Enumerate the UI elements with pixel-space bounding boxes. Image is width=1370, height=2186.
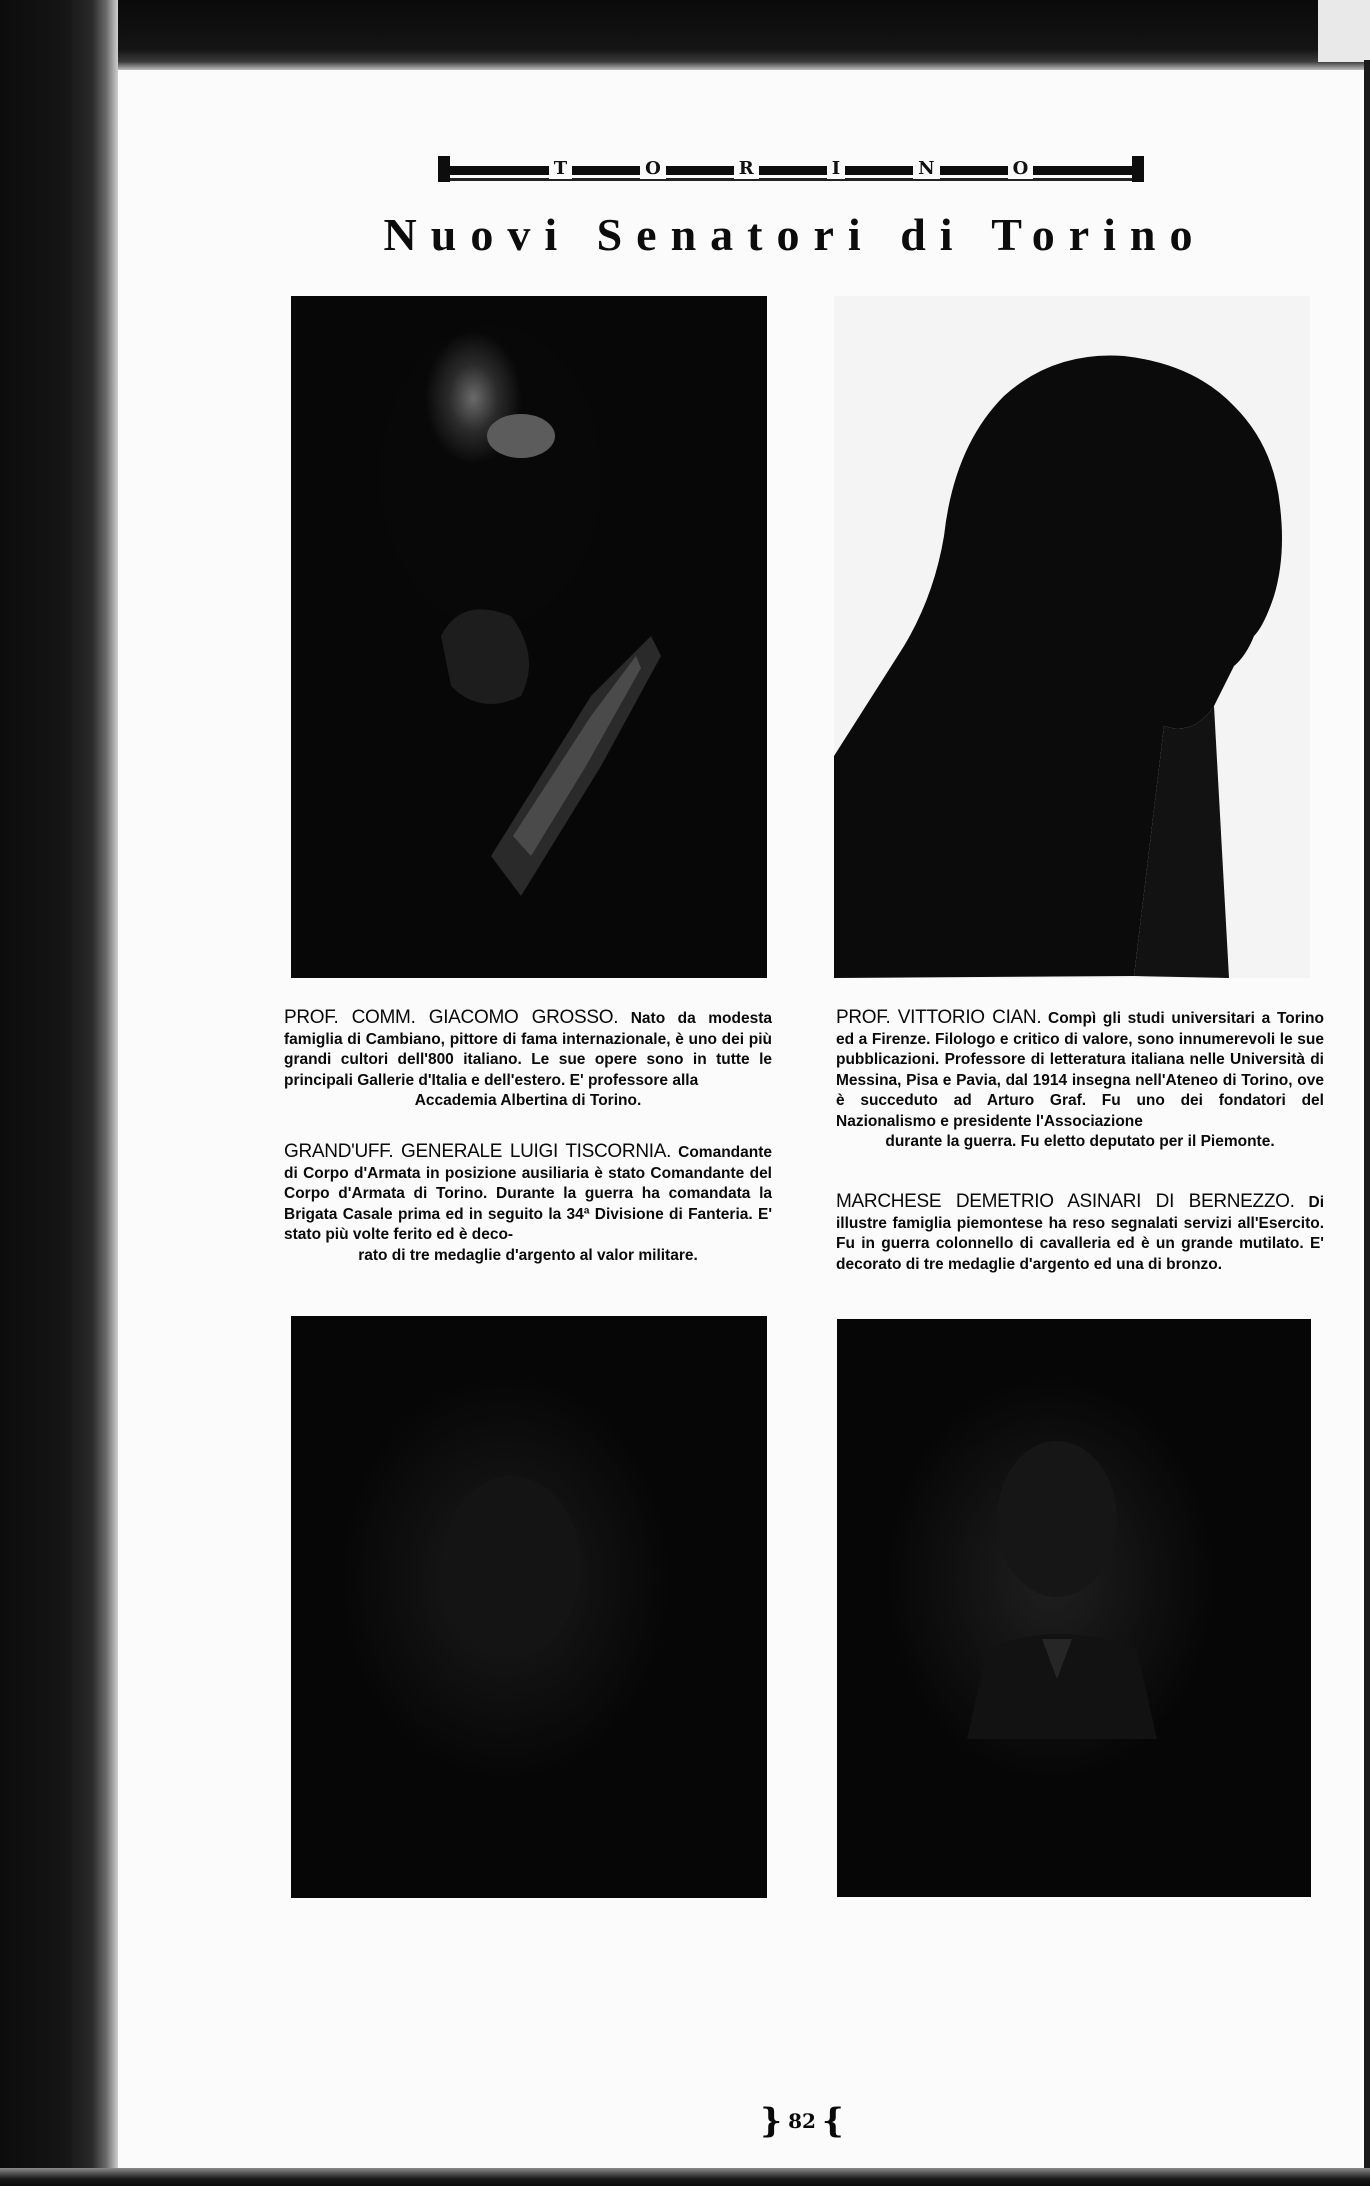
- caption-cian: [836, 1008, 1324, 1153]
- portrait-grosso-image: [291, 296, 767, 978]
- caption-tiscornia-text: Comandante di Corpo d'Armata in posizione ausiliaria è stato Comandante del Corpo d'Armata di Torino. Durante la guerra ha comandata la Brigata Casale prima ed in seguito la 34ª Divisione di Fanteria. E' stato più volte ferito ed è deco-: [284, 1144, 772, 1243]
- scan-edge-notch: [1318, 0, 1370, 62]
- portrait-photo-grosso: [291, 296, 767, 978]
- caption-grosso-name: PROF. COMM. GIACOMO GROSSO.: [284, 1007, 619, 1028]
- page-number-value: 82: [788, 2109, 816, 2133]
- portrait-photo-asinari: [837, 1319, 1311, 1897]
- running-title-letter: T: [549, 159, 572, 179]
- running-title-letter: R: [734, 159, 759, 179]
- caption-asinari-name: MARCHESE DEMETRIO ASINARI DI BERNEZZO.: [836, 1191, 1295, 1212]
- caption-tiscornia-tail: rato di tre medaglie d'argento al valor militare.: [358, 1246, 698, 1264]
- portrait-photo-cian: [834, 296, 1310, 978]
- page-number-ornament-left: }: [760, 2101, 783, 2141]
- caption-grosso-tail: Accademia Albertina di Torino.: [414, 1092, 642, 1109]
- scan-edge-left: [0, 0, 118, 2186]
- portrait-tiscornia-image: [291, 1316, 767, 1898]
- caption-cian-name: PROF. VITTORIO CIAN.: [836, 1007, 1042, 1028]
- caption-tiscornia-name: GRAND'UFF. GENERALE LUIGI TISCORNIA.: [284, 1141, 672, 1162]
- running-title-letter: I: [827, 159, 845, 179]
- page-number: [742, 2096, 862, 2146]
- page-number-ornament-right: {: [821, 2101, 844, 2141]
- caption-grosso: [284, 1008, 772, 1112]
- portrait-photo-tiscornia: [291, 1316, 767, 1898]
- portrait-asinari-image: [837, 1319, 1311, 1897]
- scan-edge-bottom: [0, 2168, 1370, 2186]
- running-title-letter: O: [640, 159, 666, 179]
- caption-tiscornia: [284, 1142, 772, 1266]
- caption-grosso-text: Nato da modesta famiglia di Cambiano, pittore di fama internazionale, è uno dei più grandi cultori dell'800 italiano. Le sue opere sono in tutte le principali Gallerie d'Italia e dell'estero. E' professore alla: [284, 1010, 772, 1089]
- running-header: [438, 154, 1144, 184]
- running-title-letter: O: [1008, 159, 1034, 179]
- running-title-letter: N: [913, 159, 939, 179]
- caption-asinari: [836, 1192, 1324, 1275]
- caption-cian-text: Compì gli studi universitari a Torino ed a Firenze. Filologo e critico di valore, sono innumerevoli le sue pubblicazioni. Professore di letteratura italiana nelle Università di Messina, Pisa e Pavia, dal 1914 insegna nell'Ateneo di Torino, ove è succeduto ad Arturo Graf. Fu uno dei fondatori del Nazionalismo e presidente l'Associazione: [836, 1010, 1324, 1130]
- page-title: Nuovi Senatori di Torino: [383, 209, 1207, 260]
- portrait-cian-image: [834, 296, 1310, 978]
- scan-edge-right: [1364, 60, 1370, 2186]
- running-title: [438, 154, 1144, 184]
- scan-edge-top: [0, 0, 1370, 70]
- caption-cian-tail: durante la guerra. Fu eletto deputato per il Piemonte.: [885, 1133, 1275, 1150]
- caption-asinari-text: Di illustre famiglia piemontese ha reso segnalati servizi all'Esercito. Fu in guerra colonnello di cavalleria ed è un grande mutilato. E' decorato di tre medaglie d'argento ed una di bronzo.: [836, 1194, 1324, 1273]
